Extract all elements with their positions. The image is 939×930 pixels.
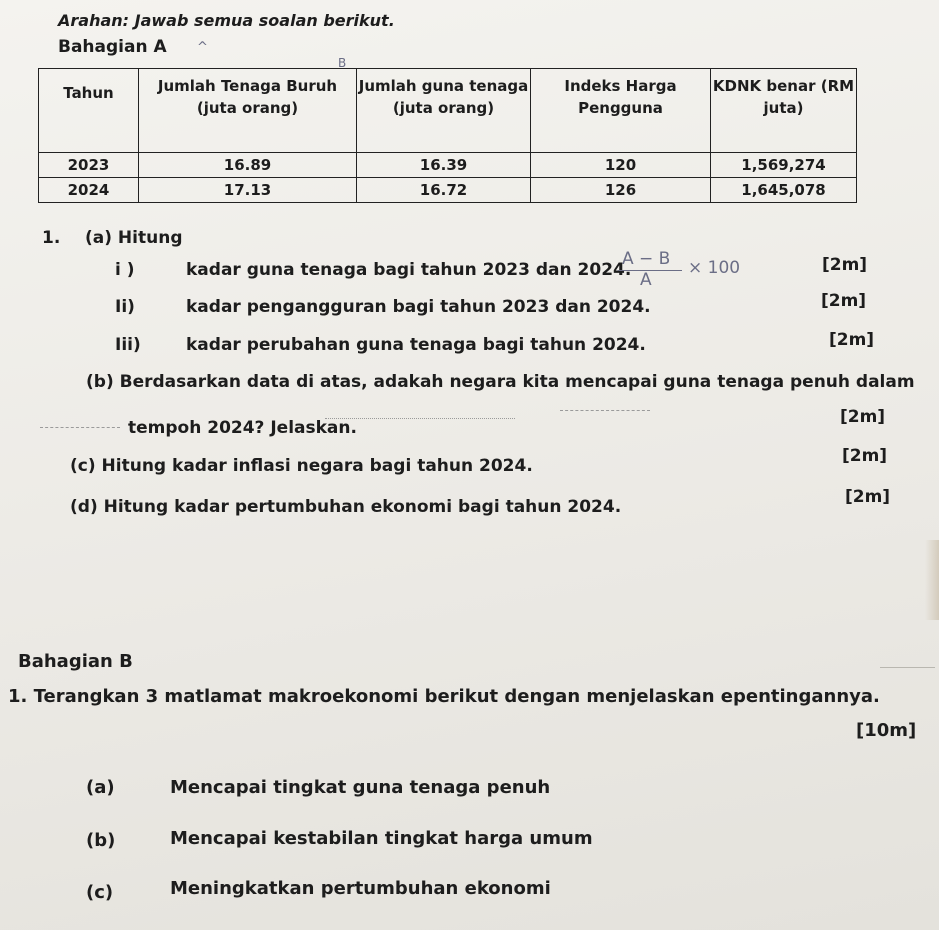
faint-line-mid <box>560 410 650 411</box>
section-b-item-c-text: Meningkatkan pertumbuhan ekonomi <box>170 878 551 899</box>
instruction-text: Arahan: Jawab semua soalan berikut. <box>58 11 395 30</box>
item-iii-marks: [2m] <box>829 330 875 350</box>
header-jumlah-guna-tenaga: Jumlah guna tenaga (juta orang) <box>357 69 531 153</box>
data-table <box>38 68 857 203</box>
handwritten-caret: ^ <box>197 40 208 55</box>
cell-labour-force: 16.89 <box>139 153 357 178</box>
question-1c-marks: [2m] <box>842 446 888 466</box>
faint-scribble <box>325 418 515 419</box>
item-i-text: kadar guna tenaga bagi tahun 2023 dan 2024. <box>186 260 632 280</box>
item-ii-marks: [2m] <box>821 291 867 311</box>
cell-real-gdp: 1,645,078 <box>711 178 857 203</box>
table-row <box>39 153 857 178</box>
cell-employment: 16.72 <box>357 178 531 203</box>
question-1c-text: (c) Hitung kadar inflasi negara bagi tahun 2024. <box>70 456 533 476</box>
section-a-title: Bahagian A <box>58 37 167 57</box>
item-i-label: i ) <box>115 260 135 280</box>
section-b-question: 1. Terangkan 3 matlamat makroekonomi berikut dengan menjelaskan epentingannya. <box>8 686 880 707</box>
cell-employment: 16.39 <box>357 153 531 178</box>
section-b-item-a-label: (a) <box>86 777 115 798</box>
question-1d-text: (d) Hitung kadar pertumbuhan ekonomi bagi tahun 2024. <box>70 497 622 517</box>
section-b-item-c-label: (c) <box>86 882 114 903</box>
cell-year: 2023 <box>39 153 139 178</box>
cell-year: 2024 <box>39 178 139 203</box>
section-b-item-b-text: Mencapai kestabilan tingkat harga umum <box>170 828 593 849</box>
item-ii-label: Ii) <box>115 297 135 317</box>
question-1b-marks: [2m] <box>840 407 886 427</box>
cell-labour-force: 17.13 <box>139 178 357 203</box>
question-1-number: 1. <box>42 228 61 248</box>
page-edge-shadow <box>925 540 939 620</box>
question-1b-line2: tempoh 2024? Jelaskan. <box>128 418 357 438</box>
header-jumlah-tenaga-buruh: Jumlah Tenaga Buruh (juta orang) <box>139 69 357 153</box>
table-row <box>39 178 857 203</box>
handwritten-numerator: A − B <box>622 249 671 269</box>
cell-real-gdp: 1,569,274 <box>711 153 857 178</box>
handwritten-header-mark: B <box>338 56 347 70</box>
question-1a-heading: (a) Hitung <box>85 228 183 248</box>
handwritten-times-100: × 100 <box>688 258 741 278</box>
faint-line-left <box>40 427 120 428</box>
item-ii-text: kadar pengangguran bagi tahun 2023 dan 2024. <box>186 297 651 317</box>
handwritten-denominator: A <box>640 270 652 290</box>
header-indeks-harga-pengguna: Indeks Harga Pengguna <box>531 69 711 153</box>
faint-line-right <box>880 667 935 668</box>
item-iii-text: kadar perubahan guna tenaga bagi tahun 2024. <box>186 335 646 355</box>
cell-cpi: 126 <box>531 178 711 203</box>
header-tahun: Tahun <box>39 69 139 153</box>
section-b-item-b-label: (b) <box>86 830 116 851</box>
question-1b-line1: (b) Berdasarkan data di atas, adakah negara kita mencapai guna tenaga penuh dalam <box>86 372 915 392</box>
header-kdnk-benar: KDNK benar (RM juta) <box>711 69 857 153</box>
section-b-title: Bahagian B <box>18 651 133 672</box>
section-b-item-a-text: Mencapai tingkat guna tenaga penuh <box>170 777 551 798</box>
item-iii-label: Iii) <box>115 335 141 355</box>
cell-cpi: 120 <box>531 153 711 178</box>
item-i-marks: [2m] <box>822 255 868 275</box>
question-1d-marks: [2m] <box>845 487 891 507</box>
section-b-marks: [10m] <box>856 720 917 741</box>
table-header-row <box>39 69 857 153</box>
